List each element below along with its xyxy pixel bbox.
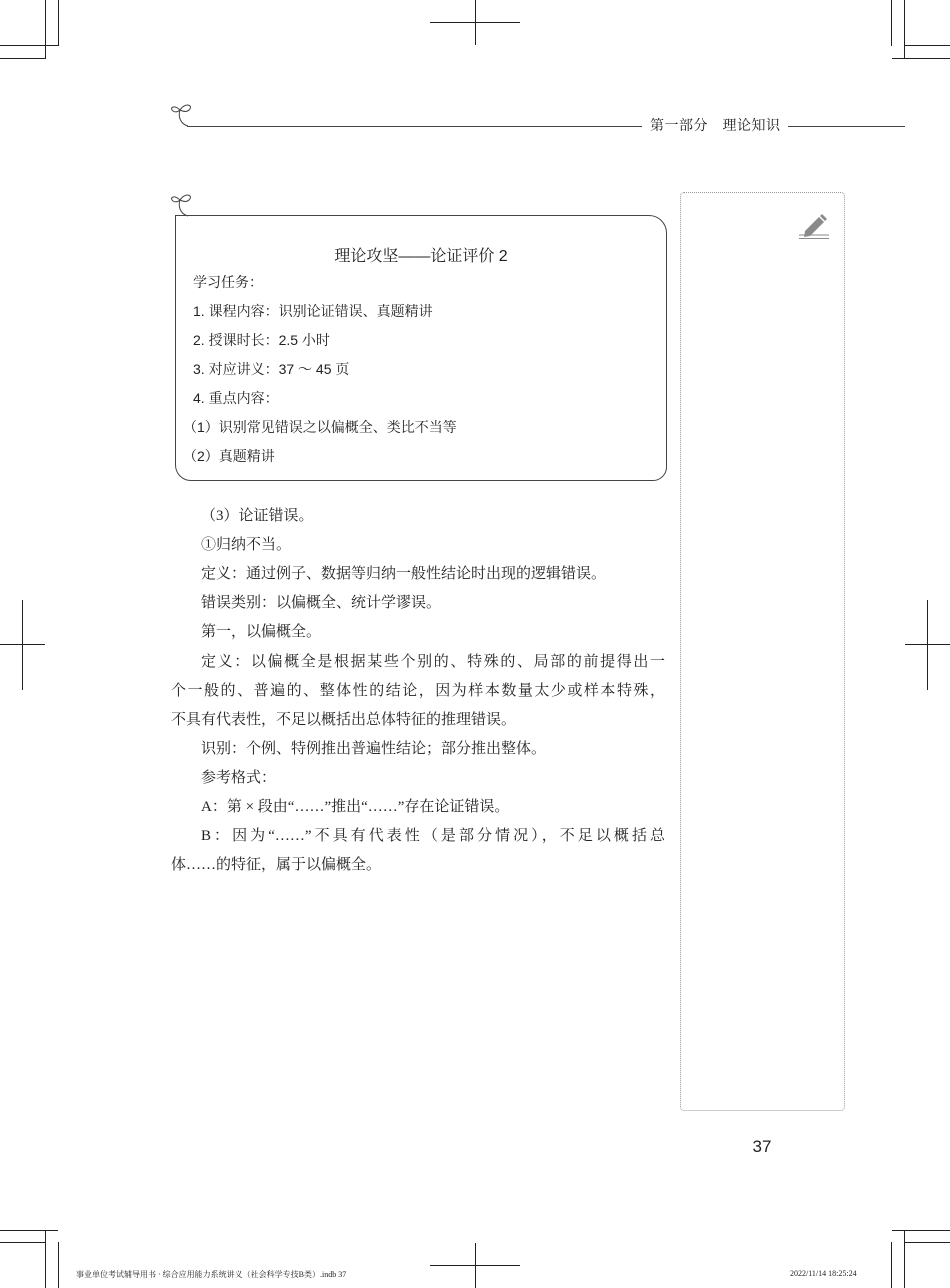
body-line: 第一，以偏概全。 (201, 624, 322, 640)
body-line: ①归纳不当。 (201, 537, 292, 553)
body-line: A：第 × 段由“……”推出“……”存在论证错误。 (201, 799, 510, 815)
body-line: 参考格式： (201, 770, 277, 786)
body-line: 体……的特征，属于以偏概全。 (171, 857, 382, 873)
notes-panel (680, 192, 845, 1111)
body-line: 不具有代表性，不足以概括出总体特征的推理错误。 (171, 712, 517, 728)
body-line: （3）论证错误。 (201, 508, 314, 524)
body-line: 个一般的、普遍的、整体性的结论，因为样本数量太少或样本特殊， (171, 683, 665, 699)
header-rule-right (788, 126, 905, 127)
body-line: 识别：个例、特例推出普遍性结论；部分推出整体。 (201, 741, 547, 757)
task-item: 3. 对应讲义：37 ～ 45 页 (193, 361, 350, 377)
pencil-icon (798, 210, 832, 242)
body-line: 定义：以偏概全是根据某些个别的、特殊的、局部的前提得出一 (201, 654, 665, 670)
task-heading: 学习任务： (193, 274, 263, 290)
header-rule-left (187, 126, 642, 127)
section-label: 第一部分 理论知识 (650, 117, 781, 133)
task-item: 4. 重点内容： (193, 390, 279, 406)
body-line: 定义：通过例子、数据等归纳一般性结论时出现的逻辑错误。 (201, 566, 607, 582)
task-subitem: （1）识别常见错误之以偏概全、类比不当等 (183, 419, 457, 435)
print-info-left: 事业单位考试辅导用书 · 综合应用能力系统讲义（社会科学专技B类）.indb 37 (76, 1270, 347, 1279)
print-info-right: 2022/11/14 18:25:24 (790, 1269, 857, 1278)
page-number: 37 (752, 1137, 772, 1156)
body-line: 错误类别：以偏概全、统计学谬误。 (201, 595, 442, 611)
task-item: 1. 课程内容：识别论证错误、真题精讲 (193, 303, 433, 319)
task-subitem: （2）真题精讲 (183, 448, 275, 464)
task-item: 2. 授课时长：2.5 小时 (193, 332, 330, 348)
box-title: 理论攻坚——论证评价 2 (334, 248, 508, 265)
body-line: B：因为“……”不具有代表性（是部分情况），不足以概括总 (201, 828, 665, 844)
